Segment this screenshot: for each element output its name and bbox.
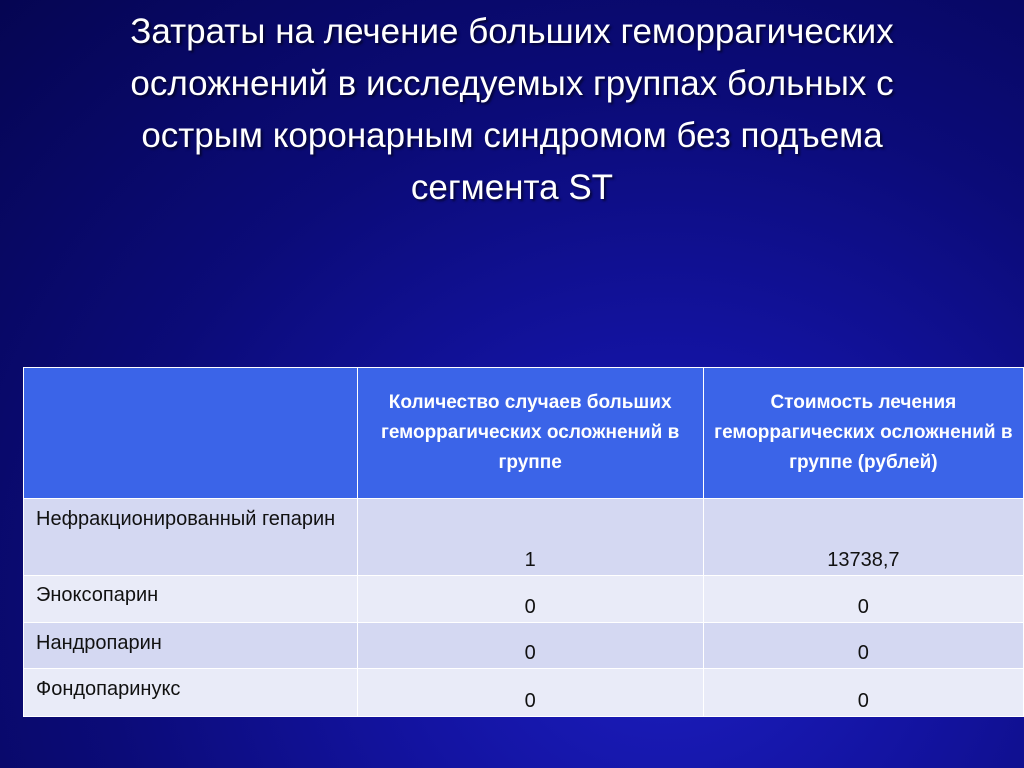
drug-name-cell: Нефракционированный гепарин <box>24 499 358 576</box>
cases-cell: 0 <box>357 623 703 669</box>
cases-cell: 1 <box>357 499 703 576</box>
table-row <box>24 576 1024 623</box>
title-line: сегмента ST <box>410 168 614 207</box>
header-cases-count: Количество случаев больших геморрагических осложнений в группе <box>357 368 703 499</box>
cost-cell: 0 <box>703 576 1023 623</box>
table-row <box>24 669 1024 717</box>
costs-table <box>23 367 1024 717</box>
header-treatment-cost: Стоимость лечения геморрагических осложнений в группе (рублей) <box>703 368 1023 499</box>
title-line: острым коронарным синдромом без подъема <box>141 116 883 155</box>
cost-cell: 0 <box>703 669 1023 717</box>
drug-name-cell: Эноксопарин <box>24 576 358 623</box>
cost-cell: 0 <box>703 623 1023 669</box>
table-header-row <box>24 368 1024 499</box>
cases-cell: 0 <box>357 576 703 623</box>
header-empty-cell <box>24 368 358 499</box>
drug-name-cell: Фондопаринукс <box>24 669 358 717</box>
title-line: осложнений в исследуемых группах больных с <box>130 64 894 103</box>
slide-title <box>40 6 984 214</box>
cost-cell: 13738,7 <box>703 499 1023 576</box>
cases-cell: 0 <box>357 669 703 717</box>
title-line: Затраты на лечение больших геморрагических <box>130 12 894 51</box>
table-row <box>24 623 1024 669</box>
table-row <box>24 499 1024 576</box>
drug-name-cell: Нандропарин <box>24 623 358 669</box>
